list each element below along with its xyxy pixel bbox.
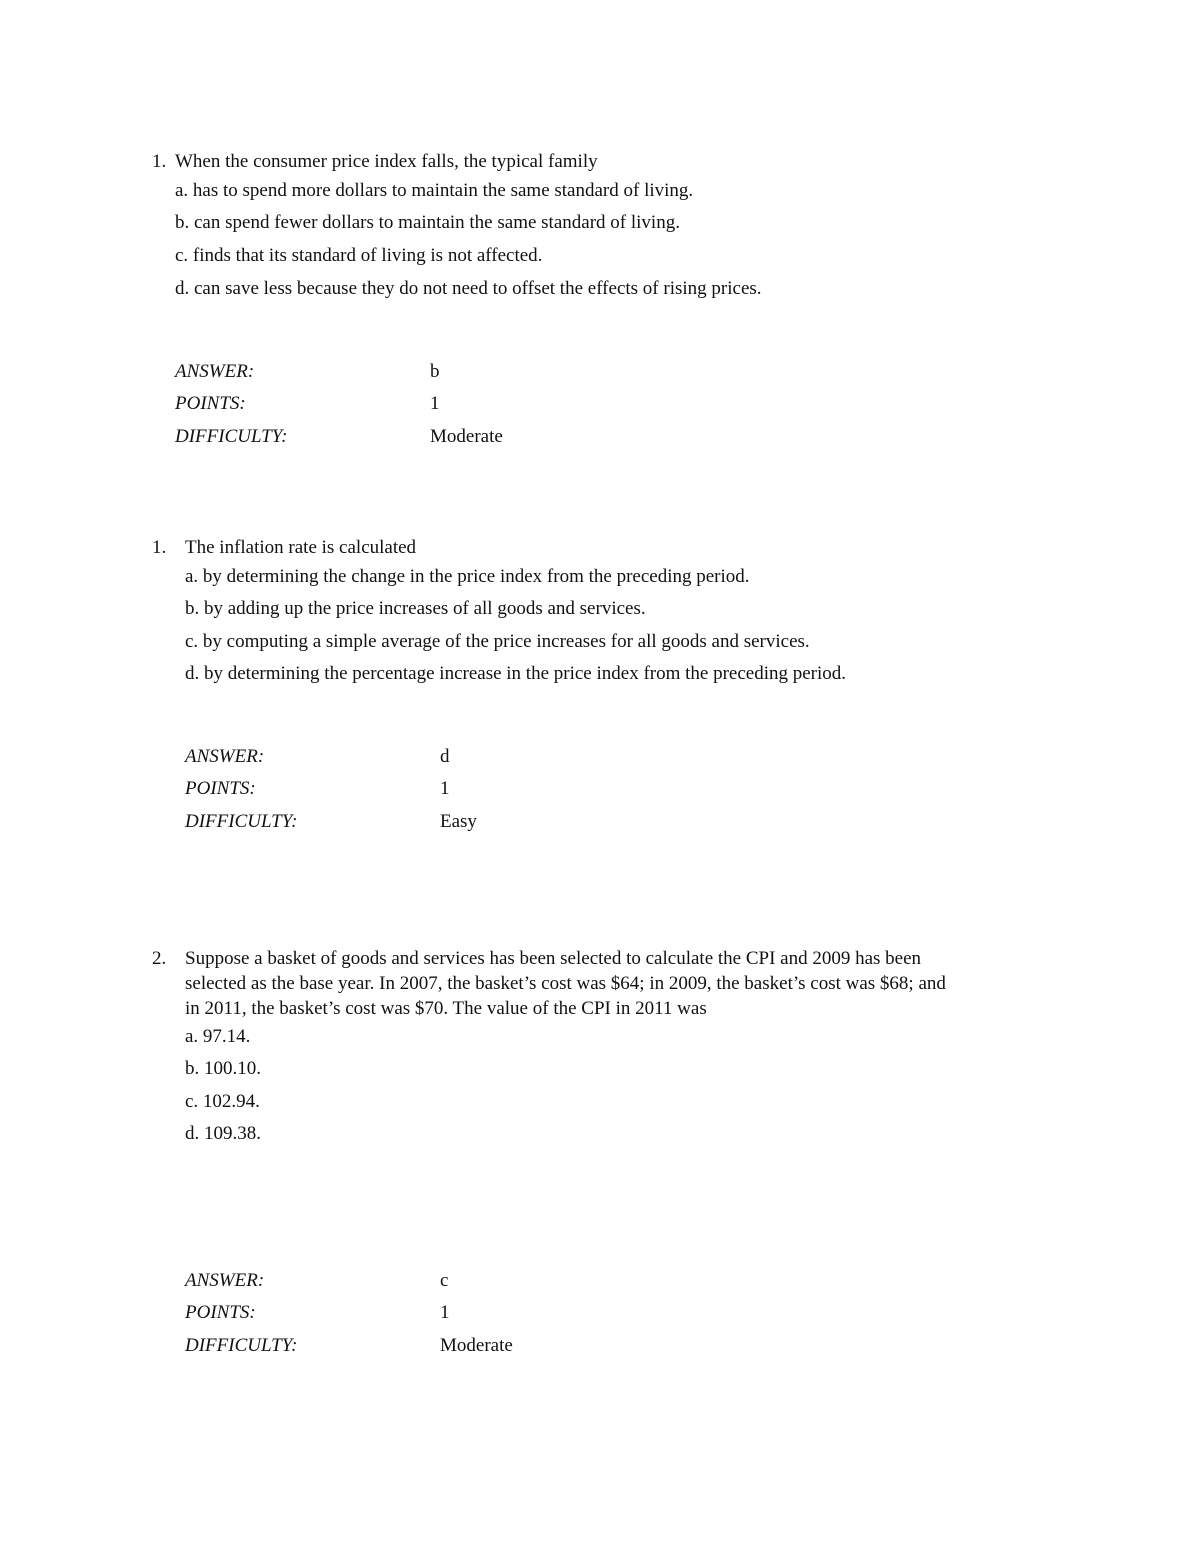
points-value: 1 [430,393,440,414]
answer-option: d. can save less because they do not need to offset the effects of rising prices. [175,278,762,299]
answer-value: d [440,746,450,767]
question-stem: in 2011, the basket’s cost was $70. The value of the CPI in 2011 was [185,998,707,1019]
answer-option: d. 109.38. [185,1123,261,1144]
difficulty-label: DIFFICULTY: [185,1335,298,1356]
difficulty-label: DIFFICULTY: [175,426,288,447]
answer-option: c. by computing a simple average of the price increases for all goods and services. [185,631,810,652]
difficulty-value: Easy [440,811,477,832]
points-value: 1 [440,778,450,799]
answer-option: c. 102.94. [185,1091,260,1112]
question-stem: selected as the base year. In 2007, the basket’s cost was $64; in 2009, the basket’s cost was $68; and [185,973,946,994]
difficulty-value: Moderate [440,1335,513,1356]
answer-option: c. finds that its standard of living is not affected. [175,245,543,266]
answer-value: b [430,361,440,382]
points-value: 1 [440,1302,450,1323]
answer-label: ANSWER: [175,361,255,382]
points-label: POINTS: [185,778,256,799]
question-stem: When the consumer price index falls, the typical family [175,151,598,172]
answer-label: ANSWER: [185,1270,265,1291]
difficulty-label: DIFFICULTY: [185,811,298,832]
question-number: 2. [152,948,167,969]
answer-option: a. has to spend more dollars to maintain the same standard of living. [175,180,694,201]
question-stem: The inflation rate is calculated [185,537,417,558]
points-label: POINTS: [175,393,246,414]
answer-option: d. by determining the percentage increase in the price index from the preceding period. [185,663,847,684]
points-label: POINTS: [185,1302,256,1323]
difficulty-value: Moderate [430,426,503,447]
answer-option: a. 97.14. [185,1026,251,1047]
answer-option: b. 100.10. [185,1058,261,1079]
answer-option: b. can spend fewer dollars to maintain the same standard of living. [175,212,680,233]
question-stem: Suppose a basket of goods and services has been selected to calculate the CPI and 2009 has been [185,948,922,969]
answer-option: a. by determining the change in the price index from the preceding period. [185,566,750,587]
question-number: 1. [152,151,167,172]
answer-option: b. by adding up the price increases of all goods and services. [185,598,646,619]
question-number: 1. [152,537,167,558]
answer-value: c [440,1270,449,1291]
answer-label: ANSWER: [185,746,265,767]
